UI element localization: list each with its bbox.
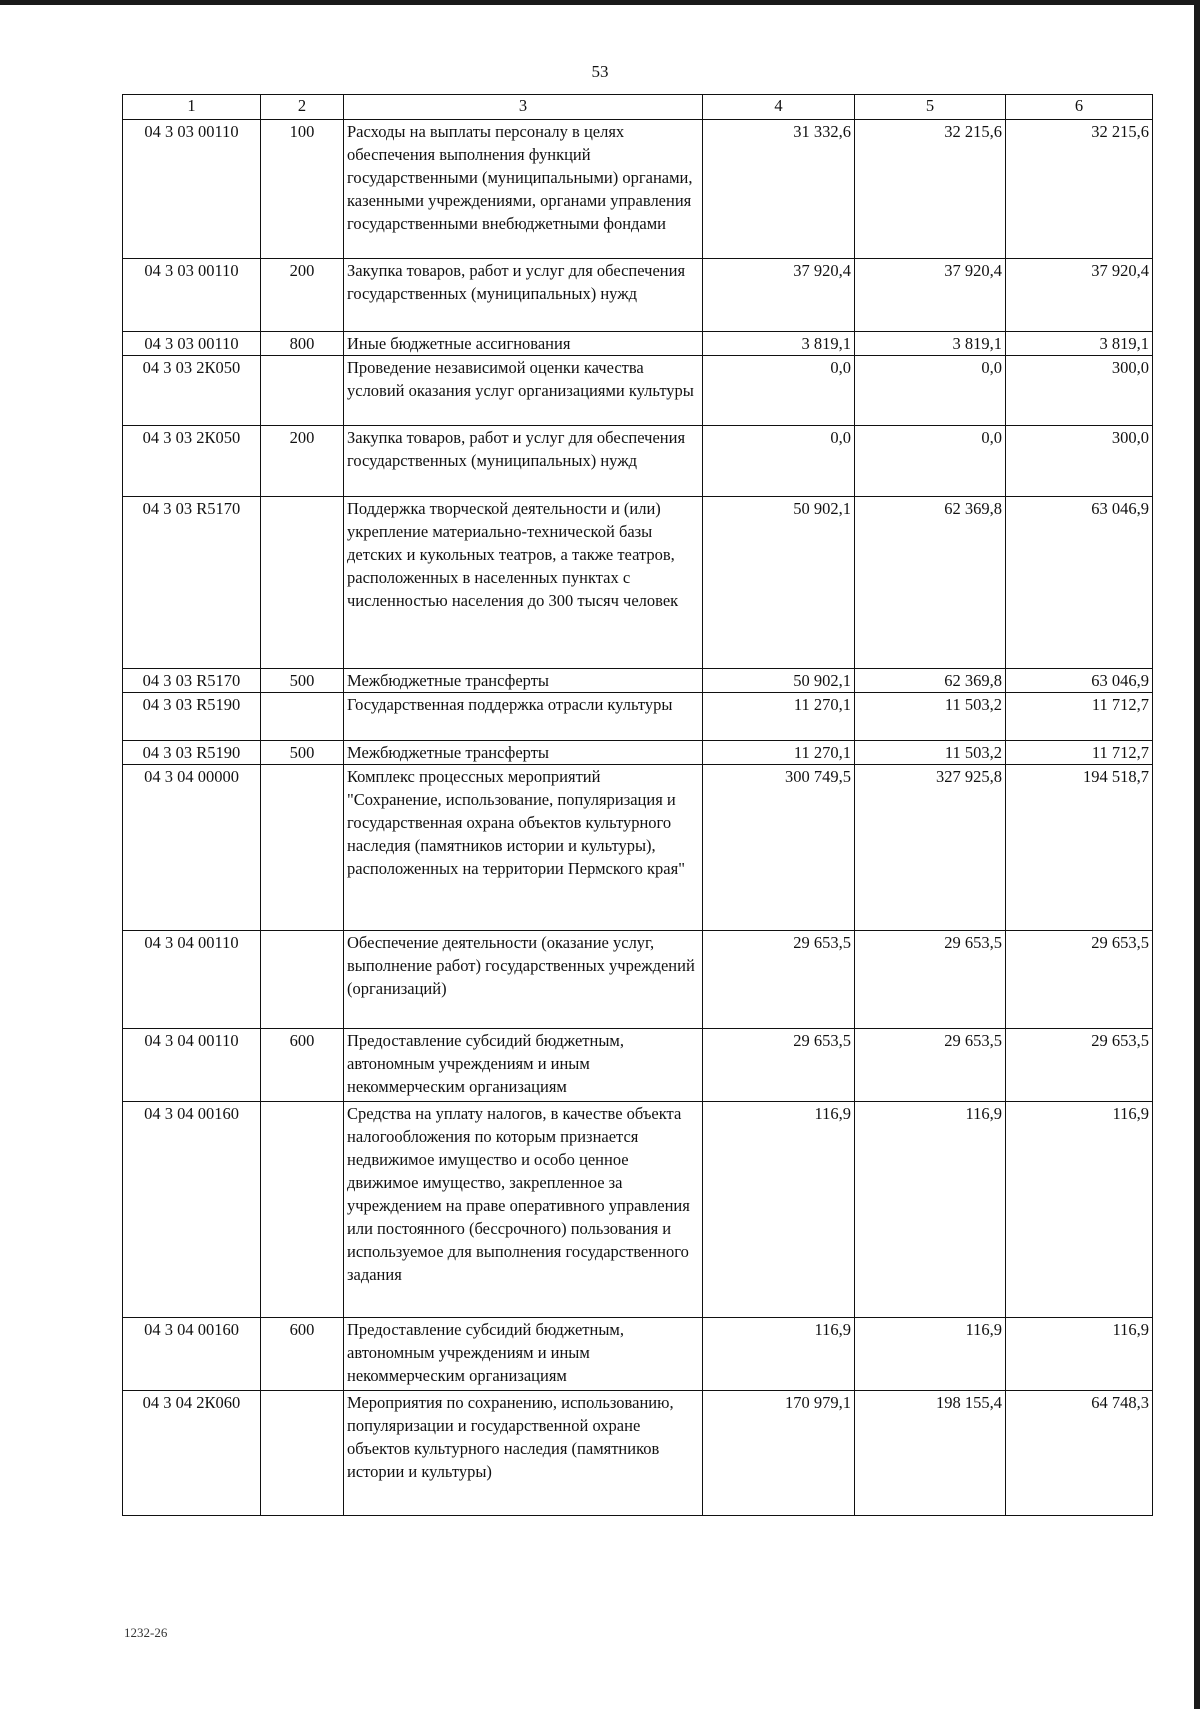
row-value-6: 194 518,7 (1006, 765, 1153, 931)
row-value-4: 50 902,1 (703, 669, 855, 693)
row-value-6: 37 920,4 (1006, 259, 1153, 332)
row-value-5: 11 503,2 (855, 693, 1006, 741)
row-expense-type: 800 (261, 332, 344, 356)
row-expense-type (261, 1102, 344, 1318)
row-value-5: 116,9 (855, 1102, 1006, 1318)
budget-table (122, 94, 1153, 1516)
row-value-5: 29 653,5 (855, 931, 1006, 1029)
row-code: 04 3 04 2К060 (123, 1391, 261, 1516)
row-code: 04 3 03 00110 (123, 259, 261, 332)
table-row (123, 332, 1153, 356)
row-value-6: 116,9 (1006, 1318, 1153, 1391)
row-expense-type (261, 693, 344, 741)
row-value-4: 37 920,4 (703, 259, 855, 332)
table-row (123, 426, 1153, 497)
row-name: Проведение независимой оценки качества условий оказания услуг организациями культуры (344, 356, 703, 426)
row-name: Иные бюджетные ассигнования (344, 332, 703, 356)
row-name: Закупка товаров, работ и услуг для обеспечения государственных (муниципальных) нужд (344, 426, 703, 497)
table-row (123, 1102, 1153, 1318)
column-header-4: 4 (703, 95, 855, 120)
row-code: 04 3 04 00160 (123, 1318, 261, 1391)
column-header-6: 6 (1006, 95, 1153, 120)
row-value-6: 29 653,5 (1006, 1029, 1153, 1102)
row-code: 04 3 03 R5190 (123, 741, 261, 765)
table-row (123, 765, 1153, 931)
table-row (123, 1391, 1153, 1516)
row-value-5: 0,0 (855, 356, 1006, 426)
row-name: Закупка товаров, работ и услуг для обеспечения государственных (муниципальных) нужд (344, 259, 703, 332)
row-value-5: 29 653,5 (855, 1029, 1006, 1102)
row-name: Средства на уплату налогов, в качестве объекта налогообложения по которым признается недвижимое имущество и особо ценное движимое имущество, закрепленное за учреждением на праве оперативного управления или постоянного (бессрочного) пользования и используемое для выполнения государственного задания (344, 1102, 703, 1318)
row-name: Поддержка творческой деятельности и (или) укрепление материально-технической базы детских и кукольных театров, а также театров, расположенных в населенных пунктах с численностью населения до 300 тысяч человек (344, 497, 703, 669)
row-value-4: 29 653,5 (703, 931, 855, 1029)
scan-border-right (1194, 0, 1200, 1709)
row-name: Мероприятия по сохранению, использованию, популяризации и государственной охране объектов культурного наследия (памятников истории и культуры) (344, 1391, 703, 1516)
row-value-4: 29 653,5 (703, 1029, 855, 1102)
row-value-4: 50 902,1 (703, 497, 855, 669)
row-value-6: 300,0 (1006, 356, 1153, 426)
table-row (123, 356, 1153, 426)
footer-document-code: 1232-26 (124, 1625, 168, 1640)
row-code: 04 3 03 2К050 (123, 356, 261, 426)
table-header-row (123, 95, 1153, 120)
row-value-6: 300,0 (1006, 426, 1153, 497)
row-value-4: 31 332,6 (703, 120, 855, 259)
table-row (123, 693, 1153, 741)
row-code: 04 3 03 R5170 (123, 669, 261, 693)
row-name: Обеспечение деятельности (оказание услуг, выполнение работ) государственных учреждений (организаций) (344, 931, 703, 1029)
table-row (123, 1029, 1153, 1102)
row-code: 04 3 04 00110 (123, 931, 261, 1029)
row-value-6: 32 215,6 (1006, 120, 1153, 259)
row-code: 04 3 04 00160 (123, 1102, 261, 1318)
row-expense-type: 600 (261, 1029, 344, 1102)
row-value-6: 64 748,3 (1006, 1391, 1153, 1516)
row-expense-type (261, 931, 344, 1029)
column-header-2: 2 (261, 95, 344, 120)
row-value-5: 32 215,6 (855, 120, 1006, 259)
row-expense-type: 600 (261, 1318, 344, 1391)
table-row (123, 1318, 1153, 1391)
row-value-5: 3 819,1 (855, 332, 1006, 356)
row-name: Межбюджетные трансферты (344, 741, 703, 765)
column-header-5: 5 (855, 95, 1006, 120)
row-value-4: 11 270,1 (703, 693, 855, 741)
row-value-6: 116,9 (1006, 1102, 1153, 1318)
row-code: 04 3 03 R5170 (123, 497, 261, 669)
row-value-5: 198 155,4 (855, 1391, 1006, 1516)
row-name: Комплекс процессных мероприятий "Сохранение, использование, популяризация и государственная охрана объектов культурного наследия (памятников истории и культуры), расположенных на территории Пермского края" (344, 765, 703, 931)
row-name: Предоставление субсидий бюджетным, автономным учреждениям и иным некоммерческим организациям (344, 1318, 703, 1391)
row-value-4: 116,9 (703, 1318, 855, 1391)
row-value-6: 11 712,7 (1006, 741, 1153, 765)
row-value-5: 37 920,4 (855, 259, 1006, 332)
row-code: 04 3 03 00110 (123, 332, 261, 356)
row-expense-type: 500 (261, 741, 344, 765)
column-header-3: 3 (344, 95, 703, 120)
row-value-4: 300 749,5 (703, 765, 855, 931)
row-value-5: 327 925,8 (855, 765, 1006, 931)
row-value-4: 116,9 (703, 1102, 855, 1318)
table-row (123, 669, 1153, 693)
row-value-5: 116,9 (855, 1318, 1006, 1391)
row-value-5: 11 503,2 (855, 741, 1006, 765)
row-value-6: 11 712,7 (1006, 693, 1153, 741)
row-code: 04 3 03 R5190 (123, 693, 261, 741)
row-expense-type: 200 (261, 426, 344, 497)
row-code: 04 3 03 00110 (123, 120, 261, 259)
row-value-5: 0,0 (855, 426, 1006, 497)
row-expense-type: 500 (261, 669, 344, 693)
row-expense-type (261, 1391, 344, 1516)
scan-border-top (0, 0, 1200, 5)
row-value-4: 11 270,1 (703, 741, 855, 765)
row-expense-type: 200 (261, 259, 344, 332)
row-expense-type (261, 356, 344, 426)
column-header-1: 1 (123, 95, 261, 120)
page-number: 53 (591, 62, 609, 81)
table-row (123, 259, 1153, 332)
row-value-6: 63 046,9 (1006, 497, 1153, 669)
row-value-6: 63 046,9 (1006, 669, 1153, 693)
table-row (123, 497, 1153, 669)
row-expense-type: 100 (261, 120, 344, 259)
row-value-6: 3 819,1 (1006, 332, 1153, 356)
table-row (123, 931, 1153, 1029)
row-name: Предоставление субсидий бюджетным, автономным учреждениям и иным некоммерческим организациям (344, 1029, 703, 1102)
row-code: 04 3 04 00000 (123, 765, 261, 931)
row-value-4: 3 819,1 (703, 332, 855, 356)
table-row (123, 120, 1153, 259)
row-code: 04 3 03 2К050 (123, 426, 261, 497)
row-name: Расходы на выплаты персоналу в целях обеспечения выполнения функций государственными (муниципальными) органами, казенными учреждениями, органами управления государственными внебюджетными фондами (344, 120, 703, 259)
row-code: 04 3 04 00110 (123, 1029, 261, 1102)
row-expense-type (261, 765, 344, 931)
row-value-4: 0,0 (703, 356, 855, 426)
table-row (123, 741, 1153, 765)
row-value-4: 0,0 (703, 426, 855, 497)
row-value-5: 62 369,8 (855, 497, 1006, 669)
row-value-4: 170 979,1 (703, 1391, 855, 1516)
row-expense-type (261, 497, 344, 669)
row-value-6: 29 653,5 (1006, 931, 1153, 1029)
row-value-5: 62 369,8 (855, 669, 1006, 693)
row-name: Государственная поддержка отрасли культуры (344, 693, 703, 741)
row-name: Межбюджетные трансферты (344, 669, 703, 693)
